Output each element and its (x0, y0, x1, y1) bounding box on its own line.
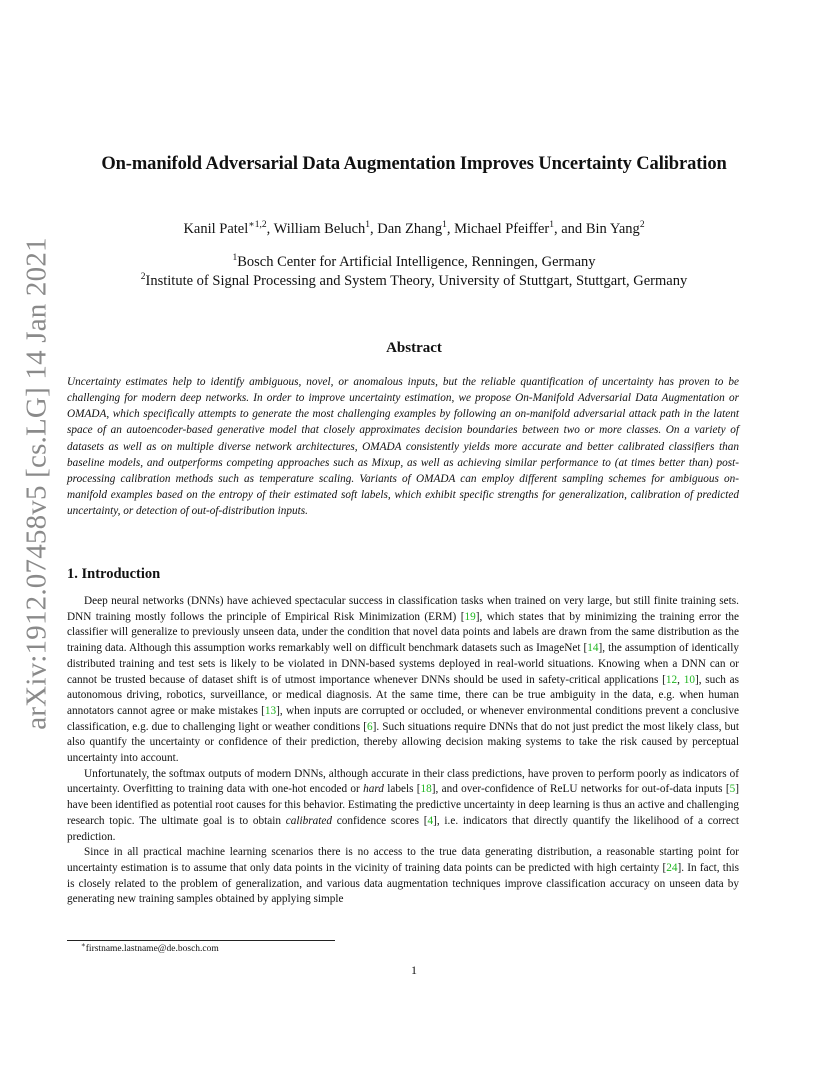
author-affiliation-mark: 2 (639, 220, 645, 230)
affiliation-2-mark: 2 (140, 272, 146, 282)
citation-link[interactable]: 18 (420, 783, 432, 796)
paragraph: Since in all practical machine learning scenarios there is no access to the true data generating distribution, a reasonable starting point for uncertainty estimation is to assume that only data points in the vicinity of training data points can be predicted with high certainty [24]. In fact, this is closely related to the problem of generalization, and various data augmentation techniques improve classification accuracy on unseen data by generating new training samples obtained by applying simple (67, 846, 740, 906)
section-heading: 1. Introduction (67, 566, 161, 582)
affiliation-1 (40, 254, 788, 271)
citation-link[interactable]: 5 (729, 783, 736, 796)
author-name: William Beluch (273, 221, 366, 237)
affiliation-2 (40, 273, 788, 290)
emphasized-term: calibrated (285, 814, 332, 827)
footnote-text: firstname.lastname@de.bosch.com (85, 944, 219, 954)
introduction-body (67, 594, 739, 908)
author-affiliation-mark: 1 (442, 220, 447, 230)
paper-title: On-manifold Adversarial Data Augmentation Improves Uncertainty Calibration (101, 154, 727, 174)
author-affiliation-mark: ∗1,2 (248, 220, 267, 230)
footnote (81, 941, 219, 954)
citation-link[interactable]: 4 (427, 814, 434, 827)
citation-link[interactable]: 10 (683, 673, 695, 686)
page-number: 1 (411, 963, 417, 977)
author-name: Michael Pfeiffer (454, 221, 550, 237)
author-affiliation-mark: 1 (549, 220, 554, 230)
abstract-heading: Abstract (386, 340, 442, 356)
citation-link[interactable]: 14 (587, 642, 599, 655)
arxiv-id: arXiv:1912.07458v5 [cs.LG] 14 Jan 2021 (20, 236, 53, 730)
author-list: Kanil Patel$^{∗1,2}$, William Beluch$^1$, Dan Zhang$^1$, Michael Pfeiffer$^1$, and Bin Yang$^2$ (183, 220, 645, 237)
affiliation-1-text: Bosch Center for Artificial Intelligence, Renningen, Germany (237, 254, 596, 270)
paragraph: Unfortunately, the softmax outputs of modern DNNs, although accurate in their class predictions, have proven to perform poorly as indicators of uncertainty. Overfitting to training data with one-hot encoded or hard labels [18], and over-confidence of ReLU networks for out-of-data inputs [5] have been identified as potential root causes for this behavior. Estimating the predictive uncertainty in deep learning is thus an active and challenging research topic. The ultimate goal is to obtain calibrated confidence scores [4], i.e. indicators that directly quantify the likelihood of a correct prediction. (67, 767, 739, 843)
author-affiliation-mark: 1 (365, 220, 371, 230)
footnote-rule (67, 940, 335, 941)
abstract-text: Uncertainty estimates help to identify ambiguous, novel, or anomalous inputs, but the reliable quantification of uncertainty has proven to be challenging for modern deep networks. In order to improve uncertainty estimation, we propose On-Manifold Adversarial Data Augmentation or OMADA, which specifically attempts to generate the most challenging examples by following an on-manifold adversarial attack path in the latent space of an autoencoder-based generative model that closely approximates decision boundaries between two or more classes. On a variety of datasets as well as on multiple diverse network architectures, OMADA consistently yields more accurate and better calibrated classifiers than baseline models, and outperforms competing approaches such as Mixup, as well as achieving similar performance to (at times better than) post-processing calibration methods such as temperature scaling. Variants of OMADA can employ different sampling schemes for ambiguous on-manifold examples based on the entropy of their estimated soft labels, which exhibit specific strengths for generalization, calibration of predicted uncertainty, or detection of out-of-distribution inputs. (67, 376, 739, 518)
citation-link[interactable]: 12 (665, 673, 678, 686)
citation-link[interactable]: 19 (464, 610, 476, 623)
footnote-mark: ∗ (81, 941, 86, 949)
citation-link[interactable]: 13 (264, 704, 277, 717)
emphasized-term: hard (363, 783, 384, 796)
author-name: Bin Yang (585, 221, 640, 237)
author-name: Kanil Patel (183, 221, 249, 237)
affiliation-2-text: Institute of Signal Processing and System Theory, University of Stuttgart, Stuttgart, Germany (145, 273, 688, 289)
citation-link[interactable]: 24 (666, 861, 678, 874)
paragraph: Deep neural networks (DNNs) have achieved spectacular success in classification tasks when trained on very large, but still finite training sets. DNN training mostly follows the principle of Empirical Risk Minimization (ERM) [19], which states that by minimizing the training error the classifier will generalize to previously unseen data, under the condition that novel data points and labels are drawn from the same distribution as the training data. Although this assumption works remarkably well on difficult benchmark datasets such as ImageNet [14], the assumption of identically distributed training and test sets is likely to be violated in DNN-based systems deployed in real-world situations. Knowing when a DNN can or cannot be trusted because of dataset shift is of utmost importance whenever DNNs should be used in safety-critical applications [12, 10], such as autonomous driving, robotics, surveillance, or medical diagnosis. At the same time, there can be true ambiguity in the data, e.g. when human annotators cannot agree or make mistakes [13], when inputs are corrupted or occluded, or whenever environmental conditions prevent a conclusive classification, e.g. due to challenging light or weather conditions [6]. Such situations require DNNs that do not just predict the most likely class, but also quantify the uncertainty or confidence of their prediction, thereby allowing decision making systems to take the risk caused by perceptual uncertainty into account. (67, 595, 740, 765)
author-name: Dan Zhang (377, 221, 443, 237)
affiliation-1-mark: 1 (232, 253, 238, 263)
citation-link[interactable]: 6 (366, 720, 373, 733)
